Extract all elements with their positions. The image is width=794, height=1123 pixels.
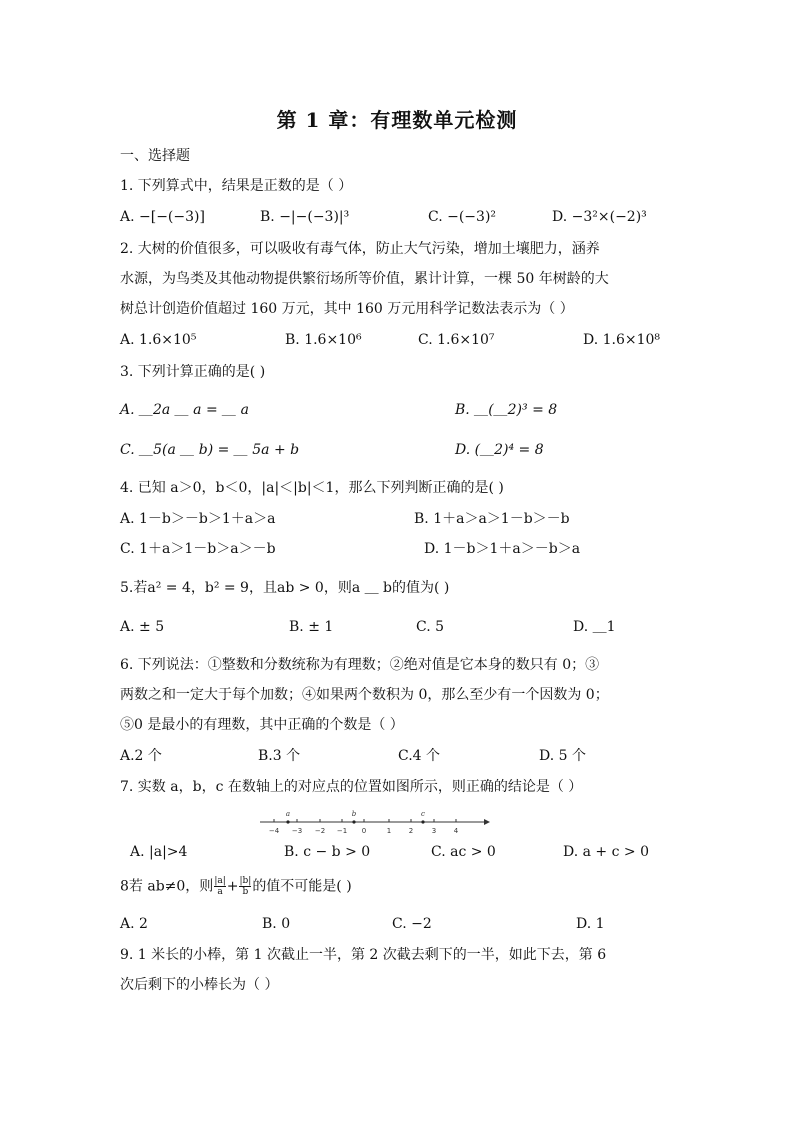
tick-label-3: 3 bbox=[431, 827, 437, 835]
point-a-dot bbox=[286, 820, 289, 823]
q8-stem bbox=[120, 876, 352, 897]
q3-stem: 3. 下列计算正确的是( ) bbox=[120, 364, 266, 380]
section-heading: 一、选择题 bbox=[120, 148, 190, 164]
q8-fraction-b bbox=[239, 876, 251, 897]
q1-option-b: B. −|−(−3)|³ bbox=[260, 209, 350, 225]
q8-option-b: B. 0 bbox=[262, 916, 291, 932]
q9-stem-line-1: 9. 1 米长的小棒，第 1 次截止一半，第 2 次截去剩下的一半，如此下去，第 6 bbox=[120, 947, 607, 963]
q4-option-a: A. 1－b＞－b＞1＋a＞a bbox=[120, 511, 276, 527]
q2-stem-line-3: 树总计创造价值超过 160 万元，其中 160 万元用科学记数法表示为（ ） bbox=[120, 301, 574, 317]
q8-stem-prefix: 8若 ab≠0，则 bbox=[120, 878, 214, 895]
q6-stem-line-3: ⑤0 是最小的有理数，其中正确的个数是（ ） bbox=[120, 717, 404, 733]
tick-label-4: 4 bbox=[453, 827, 459, 835]
q2-stem-line-1: 2. 大树的价值很多，可以吸收有毒气体，防止大气污染，增加土壤肥力，涵养 bbox=[120, 241, 600, 257]
tick-label-0: 0 bbox=[361, 827, 367, 835]
q2-stem-line-2: 水源，为鸟类及其他动物提供繁衍场所等价值，累计计算，一棵 50 年树龄的大 bbox=[120, 271, 609, 287]
q4-option-c: C. 1＋a＞1－b＞a＞－b bbox=[120, 541, 276, 557]
point-a-label: a bbox=[285, 810, 291, 818]
q1-option-d: D. −3²×(−2)³ bbox=[552, 209, 647, 225]
q8-option-c: C. −2 bbox=[392, 916, 432, 932]
q8-fraction-b-denominator: b bbox=[242, 887, 249, 897]
q6-stem-line-2: 两数之和一定大于每个加数；④如果两个数积为 0，那么至少有一个因数为 0； bbox=[120, 687, 609, 703]
point-c-label: c bbox=[421, 810, 425, 818]
point-b-dot bbox=[352, 820, 355, 823]
q1-option-a: A. −[−(−3)] bbox=[120, 209, 205, 225]
q7-option-d: D. a + c > 0 bbox=[563, 844, 649, 860]
q8-plus-sign: + bbox=[226, 878, 239, 895]
q2-option-c: C. 1.6×10⁷ bbox=[418, 332, 495, 348]
q8-fraction-a-denominator: a bbox=[217, 887, 223, 897]
number-line-arrow bbox=[484, 819, 490, 825]
q5-option-d: D. ＿1 bbox=[573, 619, 616, 635]
q5-stem: 5.若a² = 4，b² = 9，且ab > 0，则a ＿ b的值为( ) bbox=[120, 580, 450, 596]
tick-label-2: 2 bbox=[408, 827, 414, 835]
q1-stem: 1. 下列算式中，结果是正数的是（ ） bbox=[120, 178, 353, 194]
tick-label-neg1: −1 bbox=[336, 827, 348, 835]
q9-stem-line-2: 次后剩下的小棒长为（ ） bbox=[120, 977, 279, 993]
q3-option-c: C. ＿5(a ＿ b) = ＿ 5a + b bbox=[120, 442, 300, 458]
q3-option-a: A. ＿2a ＿ a = ＿ a bbox=[120, 402, 249, 418]
q8-fraction-b-numerator: |b| bbox=[239, 876, 252, 886]
q8-option-d: D. 1 bbox=[576, 916, 605, 932]
q1-option-c: C. −(−3)² bbox=[428, 209, 497, 225]
q2-option-d: D. 1.6×10⁸ bbox=[583, 332, 661, 348]
q7-option-a: A. |a|>4 bbox=[130, 844, 188, 860]
q8-fraction-a bbox=[214, 876, 225, 897]
q5-option-a: A. ± 5 bbox=[120, 619, 165, 635]
q6-option-b: B.3 个 bbox=[258, 748, 301, 764]
q2-option-a: A. 1.6×10⁵ bbox=[120, 332, 197, 348]
q8-stem-suffix: 的值不可能是( ) bbox=[252, 878, 352, 895]
q7-option-b: B. c − b > 0 bbox=[284, 844, 371, 860]
q8-fraction-a-numerator: |a| bbox=[214, 876, 226, 886]
q5-option-c: C. 5 bbox=[416, 619, 445, 635]
q4-option-b: B. 1＋a＞a＞1－b＞－b bbox=[414, 511, 570, 527]
q6-option-c: C.4 个 bbox=[398, 748, 441, 764]
q7-option-c: C. ac > 0 bbox=[431, 844, 496, 860]
q6-stem-line-1: 6. 下列说法：①整数和分数统称为有理数；②绝对值是它本身的数只有 0；③ bbox=[120, 657, 600, 673]
tick-label-1: 1 bbox=[386, 827, 392, 835]
tick-label-neg2: −2 bbox=[314, 827, 326, 835]
q3-option-d: D. (＿2)⁴ = 8 bbox=[455, 442, 544, 458]
q6-option-d: D. 5 个 bbox=[539, 748, 586, 764]
q6-option-a: A.2 个 bbox=[120, 748, 162, 764]
q4-stem: 4. 已知 a＞0，b＜0，|a|＜|b|＜1，那么下列判断正确的是( ) bbox=[120, 480, 504, 496]
q8-option-a: A. 2 bbox=[120, 916, 148, 932]
point-b-label: b bbox=[351, 810, 357, 818]
tick-label-neg3: −3 bbox=[291, 827, 303, 835]
q2-option-b: B. 1.6×10⁶ bbox=[285, 332, 362, 348]
q4-option-d: D. 1－b＞1＋a＞－b＞a bbox=[424, 541, 581, 557]
page-title: 第 1 章：有理数单元检测 bbox=[276, 108, 518, 132]
point-c-dot bbox=[421, 820, 424, 823]
q7-stem: 7. 实数 a，b，c 在数轴上的对应点的位置如图所示，则正确的结论是（ ） bbox=[120, 779, 583, 795]
number-line-figure bbox=[258, 808, 490, 838]
q5-option-b: B. ± 1 bbox=[289, 619, 334, 635]
tick-label-neg4: −4 bbox=[268, 827, 280, 835]
q3-option-b: B. ＿(＿2)³ = 8 bbox=[455, 402, 558, 418]
